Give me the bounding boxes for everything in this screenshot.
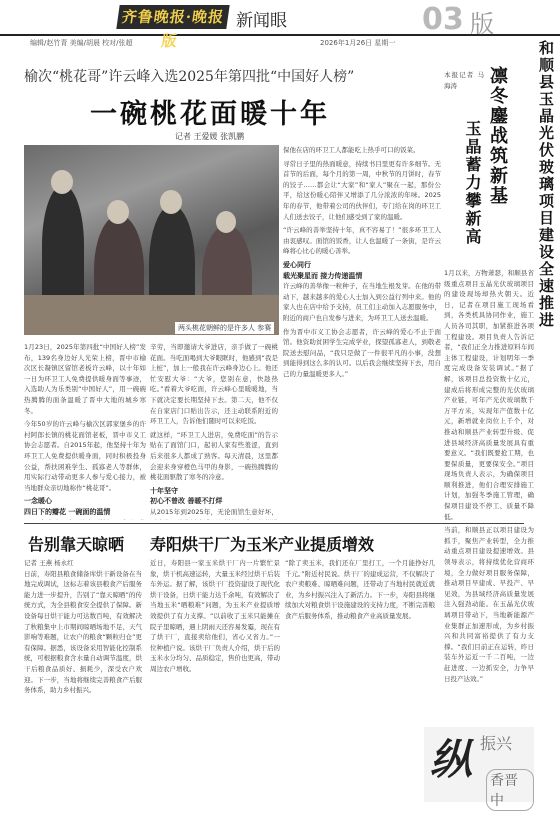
person-face: [216, 211, 236, 233]
lead-column-1: [24, 342, 146, 520]
subhead-line: 四日下的瓣花 一碗面的温情: [24, 507, 111, 516]
paragraph: [24, 518, 146, 521]
paragraph: 当前，和顺县正以项目建设为抓手，聚焦产业转型，全力推动重点项目建设提速增效。县领导表示，将持续优化营商环境，全力做好项目服务保障，推动项目早建成、早投产、早见效，为县域经济高质量发展注入强劲动能。在玉晶光伏玻璃项目带动下，当地新能源产业集群正加速形成，为乡村振兴和共同富裕提供了有力支撑。“我们目前正在运转，昨日装车外运近一千二百吨，一边赶进度、一边抓安全，力争早日投产达效。”: [444, 526, 534, 683]
page-ban-label: 版: [470, 10, 494, 38]
logo-subtext: 香晋中: [486, 769, 534, 811]
subhead-line: 初心不曾改 善暖不打烊: [150, 497, 223, 506]
subhead-line: 载光聚星而 接力传递温情: [283, 271, 363, 280]
paragraph: 日前，寿阳县粮食储备库烘干新设备在当地完成调试，这标志着该县粮食产后服务能力进一步提升，告别了“靠天晾晒”的传统方式，为全县粮食安全提供了保障。新设备每日烘干能力可达数百吨，有效解决了秋粮集中上市期间晾晒场地不足、天气影响等难题，让农户的粮食“颗粒归仓”更有保障。据悉，该设备采用智能化控制系统，可根据粮食含水量自动调节温度，烘干后粮食品质好、损耗少，深受农户欢迎。下一步，当地将继续完善粮食产后服务体系，助力乡村振兴。: [24, 569, 142, 695]
issue-date: 2026年1月26日 星期一: [320, 39, 396, 47]
story-3-column-1: [150, 558, 280, 808]
paragraph: 1月以来，万物萧瑟，和顺县省级重点项目玉晶光伏玻璃项目的建设现场却热火朝天。近日，记者在项目施工现场看到，各类机具协同作业，施工人员各司其职，加紧推进各项工程建设。项目负责人告诉记者，“我们正全力推进原料车间主体工程建设，计划明年一季度完成设备安装调试。”据了解，该项目总投资数十亿元，建成后将形成完整的光伏玻璃产业链，可年产光伏玻璃数千万平方米，实现年产值数十亿元，新增就业岗位上千个，对推动和顺县产业转型升级、促进县域经济高质量发展具有重要意义。“我们既要抢工期，也要保质量，更要保安全。”项目现场负责人表示，为确保项目顺利推进，他们合理安排施工计划，加强冬季施工管理，确保项目建设不停工、质量不降低。: [444, 269, 534, 521]
person-figure: [42, 185, 84, 305]
right-story-kicker: 和顺县玉晶光伏玻璃项目建设全速推进: [537, 40, 555, 329]
paragraph: 辛劳，当即邀请大爷进店，亲手做了一碗桃花面。当吃面喝到大爷眼眶时，他感到“我是上桩”，加上一般我在许云峰身边心上。他还忙安慰大爷：“大爷，您别在意，快趁热吃。”看着大爷吃面，许云峰心里暖暖地，当下就决定要长期坚持下去。第二天，他不仅在自家店门口贴出告示，还主动联系附近的环卫工人，告诉他们随时可以来吃饭。: [150, 343, 278, 426]
subhead: 爱心同行: [283, 260, 311, 269]
subhead: 十年坚守: [150, 486, 178, 495]
paragraph: 近日，寿阳县一家玉米烘干厂内一片繁忙景象，烘干机高速运转，大量玉米经过烘干后装车外运。据了解，该烘干厂投资建设了现代化烘干设备，日烘干能力达千余吨，有效解决了当地玉米“晒粮难”问题，为玉米产业提质增效提供了有力支撑。“以前收了玉米只能摊在院子里晾晒，遇上阴雨天还容易发霉，现在有了烘干厂，直接卖给他们，省心又省力。”一位种植户说。该烘干厂负责人介绍，烘干后的玉米水分均匀、品质稳定，售价也更高，带动周边农户增收。: [150, 559, 280, 673]
person-face: [160, 190, 182, 214]
story-2-body: [24, 558, 142, 808]
paragraph: 寻常日子里的热面暖意，持续书目里更有许多细节。无首节的后面，每个月的第一周，中秋节的月饼时，春节的饺子……都会让“大家”和“家人”聚在一起，那份公平，给这份暖心陪伴又增添了几分浓浓的年味。2025年的春节，他带着公司的伙伴们，专门给在岗的环卫工人们送去饺子，让他们感受到了家的温暖。: [283, 159, 441, 221]
person-face: [51, 170, 73, 194]
logo-text: 振兴: [480, 734, 513, 753]
paragraph: 今年50岁的许云峰与榆次区郭家堡乡的许村阿郎长镇的桃花面馆老板，晋中市义工协会志愿者。自2015年起，他坚持十年为环卫工人免费提供暖身面，同时积极投身公益，帮扶困难学生、孤寡老人等群体，用实际行动带动更多人参与爱心接力，被当地群众亲切地称作“桃花哥”。: [24, 420, 146, 492]
paragraph: 许云峰的善举像一粒种子，在当地生根发芽。在他的带动下，越来越多的爱心人士加入到公益行列中来。他的家人也在店中给予支持，员工们主动加入志愿服务中，附近的商户也自发参与进来，为环卫工人送去温暖。: [283, 282, 441, 322]
logo-char: 纵: [430, 735, 473, 784]
rural-revival-logo: [424, 727, 534, 809]
lead-column-3: [283, 145, 441, 520]
paragraph: 1月23日，2025年第四批“中国好人榜”发布，139名身边好人光荣上榜，晋中市榆次区长凝镇区留馆老板许云峰，以十年如一日为环卫工人免费提供暖身面等事迹，入选助人为乐类别“中国好人”，用一碗碗热腾腾的面条温暖了晋中大地的城乡寒冬。: [24, 343, 146, 415]
section-title: 新闻眼: [236, 11, 287, 31]
right-story-headline-2: 玉晶蓄力攀新高: [463, 120, 482, 246]
page-number: 03: [422, 2, 464, 37]
photo-caption: 两头桃花朝鲜的是许多人 参赛: [175, 322, 274, 334]
right-story-body: [444, 268, 534, 723]
right-story-headline-1: 凛冬鏖战筑新基: [487, 66, 508, 206]
paragraph: 从2015年到2025年，无论面馆生意好坏，: [150, 507, 278, 516]
paragraph: 作为晋中市义工协会志愿者，许云峰的爱心不止于面馆。他资助贫困学生完成学业，探望孤寡老人，到敬老院送去慰问品，“我只是做了一件很平凡的小事，没想到能得到这么多的认可。以后我会继续坚持下去，用自己的力量温暖更多人。”: [283, 327, 441, 378]
story-2-headline: 告别靠天晾晒: [28, 535, 125, 554]
paragraph: “除了卖玉米，我们还在厂里打工，一个月能挣好几千元。”附近村民说。烘干厂的建成运营，不仅解决了农户卖粮难、晾晒难问题，还带动了当地村民就近就业，为乡村振兴注入了新活力。下一步，寿阳县将继续加大对粮食烘干设施建设的支持力度，不断完善粮食产后服务体系，推动粮食产业高质量发展。: [285, 559, 435, 620]
lead-kicker: 榆次“桃花哥”许云峰入选2025年第四批“中国好人榜”: [24, 69, 355, 85]
story-3-headline: 寿阳烘干厂为玉米产业提质增效: [150, 535, 375, 554]
lead-byline: 记者 王爱媛 张凯鹏: [175, 132, 245, 141]
editor-credits: 编辑/赵竹青 美编/胡晨 校对/张超: [30, 39, 133, 47]
paragraph: “许云峰的善举坚持十年，真不容易了！”很多环卫工人由衷感叹。面馆的饭香，让人也温暖了一条街，是许云峰将心比心的暖心善举。: [283, 226, 441, 256]
lead-photo: [24, 145, 279, 335]
newspaper-logo: 齐鲁晚报·晚报版: [116, 5, 229, 29]
lead-headline: 一碗桃花面暖十年: [90, 99, 330, 130]
paragraph: 就这样，“环卫工人进店，免费吃面”的告示贴在了面馆门口，起初人家有些羞涩，直到后来很多人都成了熟客。每天清晨，这里都会迎来身穿橙色马甲的身影，一碗热腾腾的桃花面驱散了寒冬的冷意。: [150, 430, 278, 482]
story-3-column-2: [285, 558, 435, 808]
lead-column-2: [150, 342, 278, 520]
story-2-byline: 记者 王燕 杨永红: [24, 559, 74, 567]
subhead: 一念暖心: [24, 497, 52, 506]
person-face: [107, 200, 129, 224]
right-story-byline: 本报记者 马海涛: [444, 71, 484, 90]
paragraph: 保他在店的环卫工人都能吃上热乎可口的饭菜。: [283, 146, 420, 154]
right-story-byline-block: [444, 70, 484, 250]
